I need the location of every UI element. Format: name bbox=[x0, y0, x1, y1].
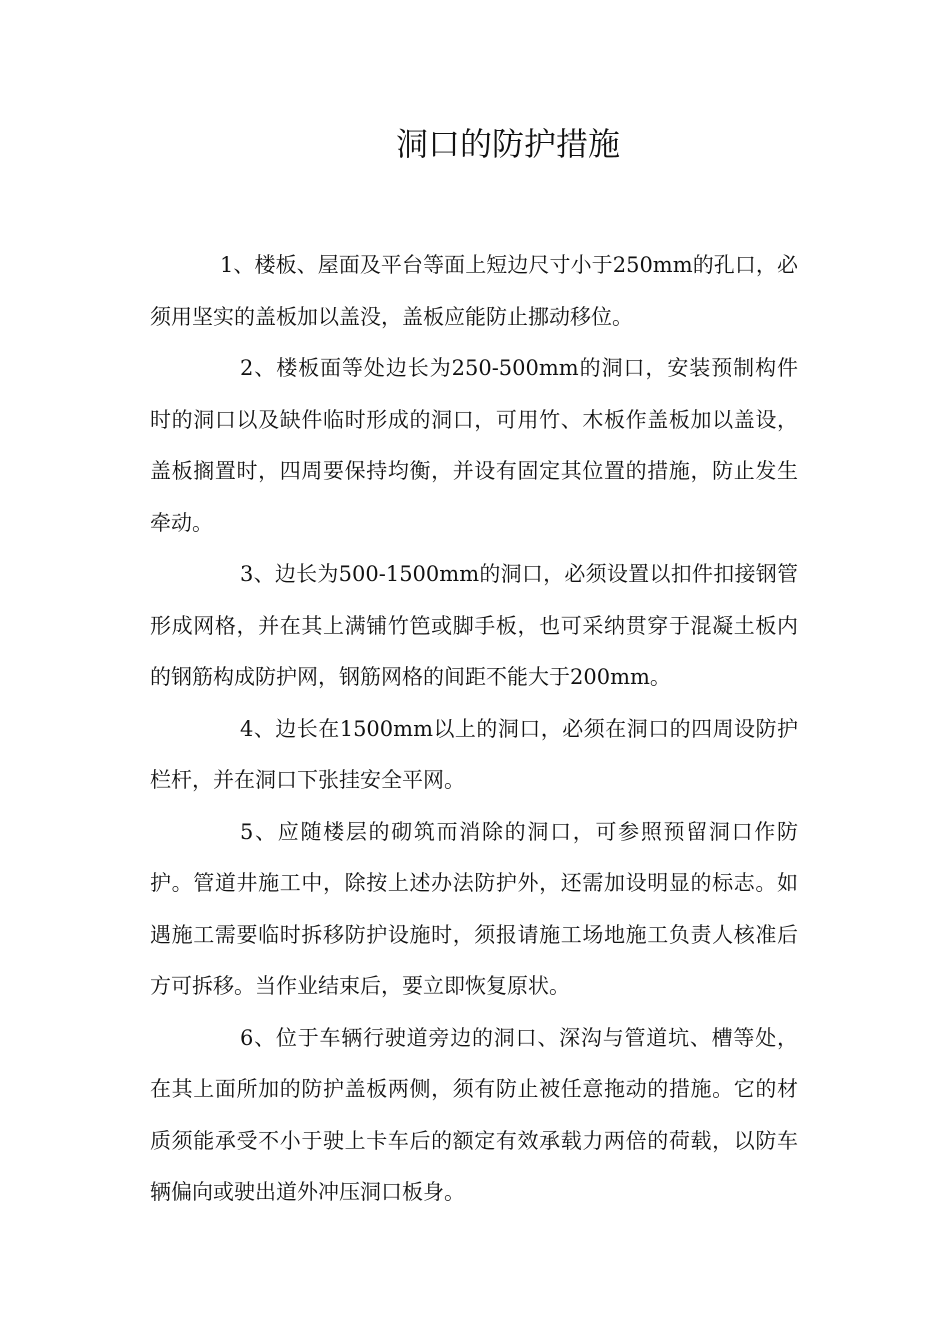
paragraph-3: 3、边长为500-1500mm的洞口，必须设置以扣件扣接钢管形成网格，并在其上满铺竹笆或脚手板，也可采纳贯穿于混凝土板内的钢筋构成防护网，钢筋网格的间距不能大于200mm。 bbox=[150, 562, 798, 689]
document-body bbox=[150, 240, 798, 1219]
paragraph-6: 6、位于车辆行驶道旁边的洞口、深沟与管道坑、槽等处，在其上面所加的防护盖板两侧，须有防止被任意拖动的措施。它的材质须能承受不小于驶上卡车后的额定有效承载力两倍的荷载，以防车辆偏向或驶出道外冲压洞口板身。 bbox=[150, 1025, 798, 1204]
paragraph-4: 4、边长在1500mm以上的洞口，必须在洞口的四周设防护栏杆，并在洞口下张挂安全平网。 bbox=[150, 716, 798, 792]
paragraph-2: 2、楼板面等处边长为250-500mm的洞口，安装预制构件时的洞口以及缺件临时形成的洞口，可用竹、木板作盖板加以盖设，盖板搁置时，四周要保持均衡，并设有固定其位置的措施，防止发生牵动。 bbox=[150, 356, 798, 535]
paragraph-1: 1、楼板、屋面及平台等面上短边尺寸小于250mm的孔口，必须用坚实的盖板加以盖没，盖板应能防止挪动移位。 bbox=[150, 253, 798, 329]
document-title: 洞口的防护措施 bbox=[395, 125, 620, 163]
paragraph-5: 5、应随楼层的砌筑而消除的洞口，可参照预留洞口作防护。管道井施工中，除按上述办法防护外，还需加设明显的标志。如遇施工需要临时拆移防护设施时，须报请施工场地施工负责人核准后方可拆移。当作业结束后，要立即恢复原状。 bbox=[150, 819, 798, 998]
